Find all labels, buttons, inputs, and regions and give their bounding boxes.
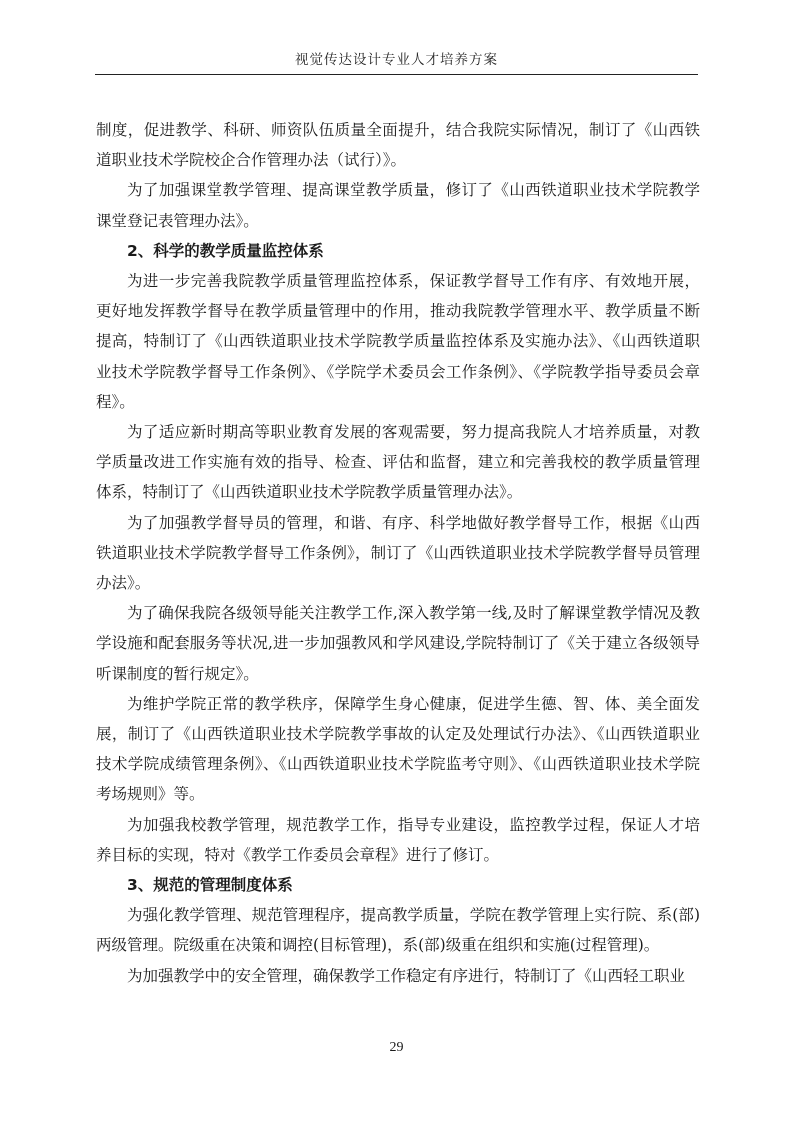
- paragraph-5: 为了加强教学督导员的管理，和谐、有序、科学地做好教学督导工作，根据《山西铁道职业技术学院教学督导工作条例》，制订了《山西铁道职业技术学院教学督导员管理办法》。: [96, 513, 700, 593]
- paragraph-3: 为进一步完善我院教学质量管理监控体系，保证教学督导工作有序、有效地开展，更好地发挥教学督导在教学质量管理中的作用，推动我院教学管理水平、教学质量不断提高，特制订了《山西铁道职业技术学院教学质量监控体系及实施办法》、《山西铁道职业技术学院教学督导工作条例》、《学院学术委员会工作条例》、《学院教学指导委员会章程》。: [96, 272, 700, 411]
- paragraph-9: 为强化教学管理、规范管理程序，提高教学质量，学院在教学管理上实行院、系(部)两级管理。院级重在决策和调控(目标管理)，系(部)级重在组织和实施(过程管理)。: [96, 906, 700, 955]
- page-number: 29: [389, 1040, 404, 1055]
- running-header: 视觉传达设计专业人才培养方案: [295, 52, 498, 68]
- paragraph-4: 为了适应新时期高等职业教育发展的客观需要，努力提高我院人才培养质量，对教学质量改进工作实施有效的指导、检查、评估和监督，建立和完善我校的教学质量管理体系，特制订了《山西铁道职业技术学院教学质量管理办法》。: [96, 423, 700, 502]
- header-divider: [95, 74, 698, 75]
- paragraph-6: 为了确保我院各级领导能关注教学工作,深入教学第一线,及时了解课堂教学情况及教学设施和配套服务等状况,进一步加强教风和学风建设,学院特制订了《关于建立各级领导听课制度的暂行规定》。: [96, 604, 700, 683]
- body-text: [96, 115, 700, 991]
- section-heading-3: 3、规范的管理制度体系: [127, 876, 293, 895]
- section-heading-2: 2、科学的教学质量监控体系: [127, 241, 324, 260]
- paragraph-8: 为加强我校教学管理，规范教学工作，指导专业建设，监控教学过程，保证人才培养目标的实现，特对《教学工作委员会章程》进行了修订。: [96, 815, 700, 864]
- paragraph-7: 为维护学院正常的教学秩序，保障学生身心健康，促进学生德、智、体、美全面发展，制订了《山西铁道职业技术学院教学事故的认定及处理试行办法》、《山西铁道职业技术学院成绩管理条例》、《山西铁道职业技术学院监考守则》、《山西铁道职业技术学院考场规则》等。: [96, 694, 700, 804]
- paragraph-10: 为加强教学中的安全管理，确保教学工作稳定有序进行，特制订了《山西轻工职业: [127, 966, 686, 985]
- paragraph-2: 为了加强课堂教学管理、提高课堂教学质量，修订了《山西铁道职业技术学院教学课堂登记表管理办法》。: [96, 181, 700, 230]
- paragraph-1: 制度，促进教学、科研、师资队伍质量全面提升，结合我院实际情况，制订了《山西铁道职业技术学院校企合作管理办法（试行）》。: [96, 121, 700, 170]
